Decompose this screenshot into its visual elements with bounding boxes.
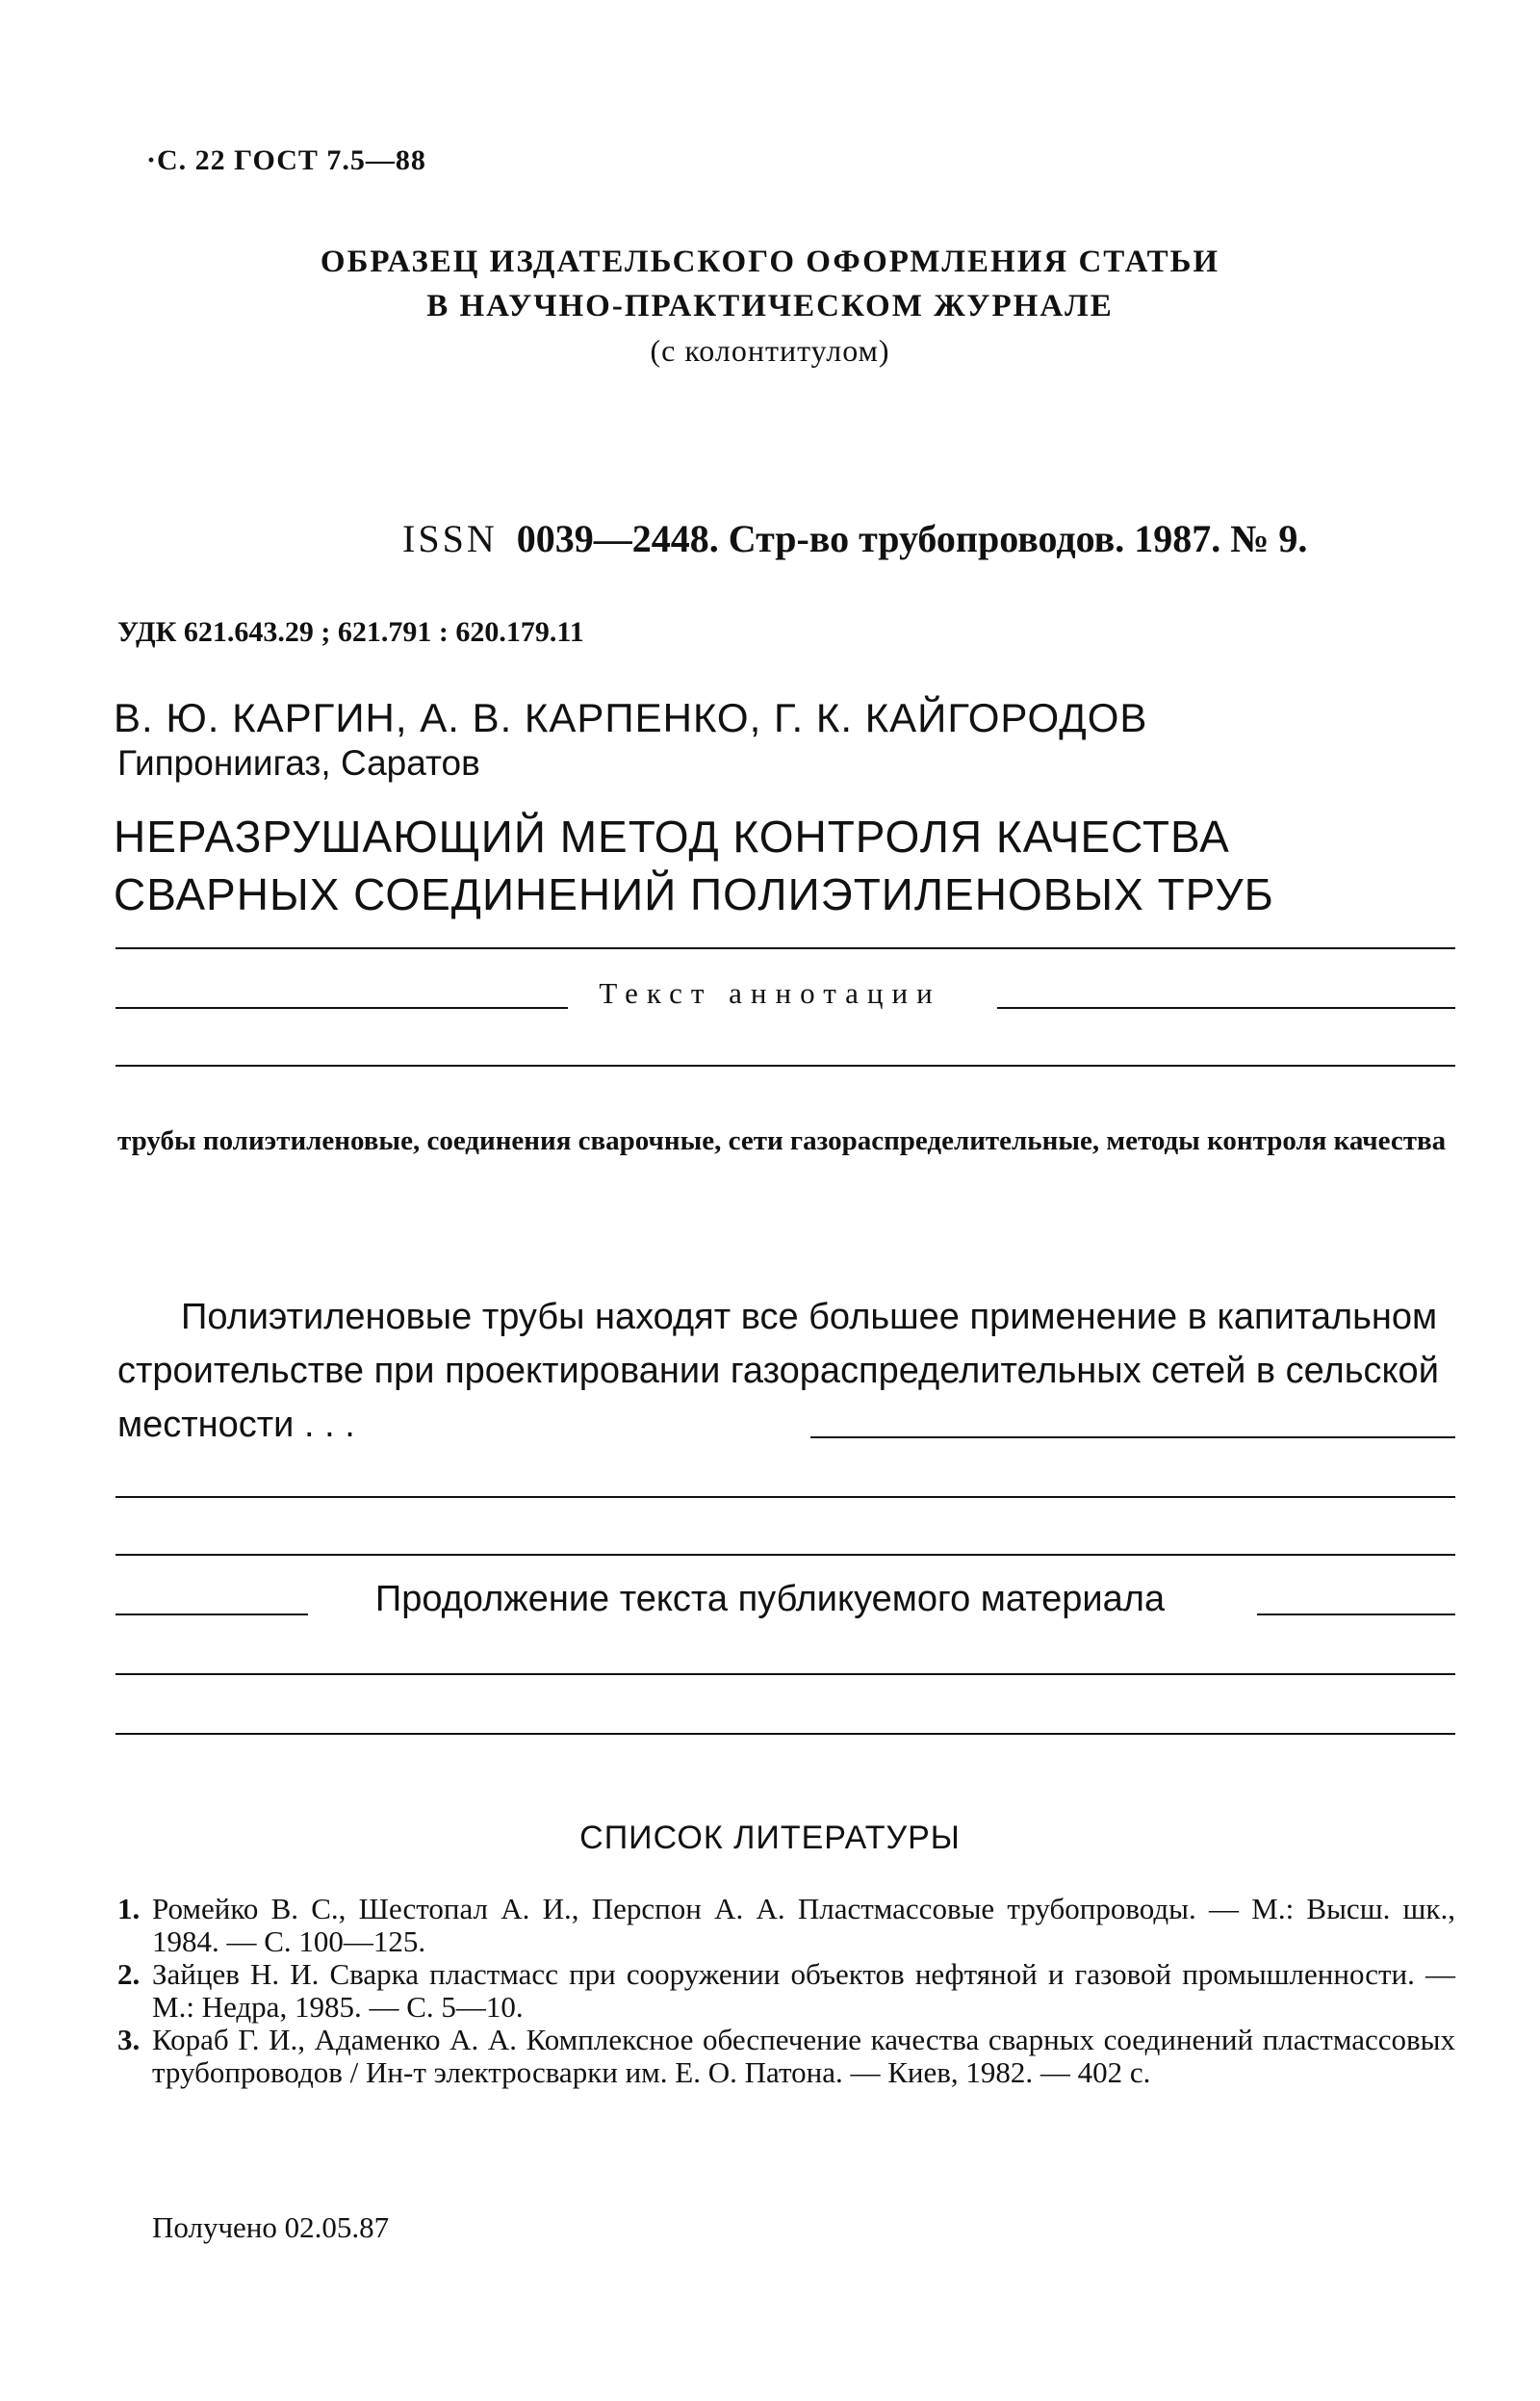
reference-text: Кораб Г. И., Адаменко А. А. Комплексное обеспечение качества сварных соединений пластмассовых трубопроводов / Ин-т электросварки им. Е. О. Патона. — Киев, 1982. — 402 с. [152, 2023, 1455, 2089]
received-date: Получено 02.05.87 [152, 2210, 390, 2244]
authors: В. Ю. КАРГИН, А. В. КАРПЕНКО, Г. К. КАЙГОРОДОВ [114, 695, 1148, 740]
reference-text: Зайцев Н. И. Сварка пластмасс при сооружении объектов нефтяной и газовой промышленности. — М.: Недра, 1985. — С. 5—10. [152, 1957, 1455, 2024]
continuation-rule-right [1257, 1614, 1455, 1615]
continuation-label: Продолжение текста публикуемого материала [374, 1579, 1166, 1619]
keywords: трубы полиэтиленовые, соединения сварочные, сети газораспределительные, методы контроля качества [117, 1125, 1447, 1156]
sample-subtitle: (с колонтитулом) [650, 333, 890, 368]
reference-item [117, 1893, 1455, 1958]
annotation-rule-right [997, 1007, 1455, 1009]
references-title: СПИСОК ЛИТЕРАТУРЫ [579, 1820, 961, 1856]
annotation-rule-bottom [116, 1065, 1455, 1067]
reference-number: 1. [117, 1892, 141, 1925]
reference-number: 3. [117, 2023, 141, 2056]
running-head [402, 516, 1307, 561]
reference-item [117, 1958, 1455, 2024]
body-text [117, 1290, 1455, 1452]
annotation-rule-top [116, 947, 1455, 949]
issn-label: ISSN [402, 517, 498, 560]
annotation-label: Текст аннотации [599, 976, 941, 1010]
body-rule-1 [810, 1436, 1455, 1438]
article-title-line-2: СВАРНЫХ СОЕДИНЕНИЙ ПОЛИЭТИЛЕНОВЫХ ТРУБ [114, 869, 1274, 919]
body-rule-2 [116, 1496, 1455, 1498]
body-rule-5 [116, 1733, 1455, 1735]
body-paragraph: Полиэтиленовые трубы находят все большее применение в капитальном строительстве при проектировании газораспределительных сетей в сельской местности . . . [117, 1297, 1439, 1445]
journal-details: 0039—2448. Стр-во трубопроводов. 1987. № 9. [516, 517, 1308, 560]
reference-text: Ромейко В. С., Шестопал А. И., Перспон А. А. Пластмассовые трубопроводы. — М.: Высш. шк., 1984. — С. 100—125. [152, 1892, 1455, 1958]
references-list [117, 1893, 1455, 2089]
organization: Гипрониигаз, Саратов [117, 743, 480, 783]
sample-title-line-2: В НАУЧНО-ПРАКТИЧЕСКОМ ЖУРНАЛЕ [426, 289, 1114, 323]
article-title-line-1: НЕРАЗРУШАЮЩИЙ МЕТОД КОНТРОЛЯ КАЧЕСТВА [114, 812, 1230, 862]
udk-code: УДК 621.643.29 ; 621.791 : 620.179.11 [117, 616, 584, 648]
body-rule-4 [116, 1673, 1455, 1675]
reference-item [117, 2024, 1455, 2089]
body-rule-3 [116, 1554, 1455, 1556]
reference-number: 2. [117, 1957, 141, 1991]
page-header: ·С. 22 ГОСТ 7.5—88 [146, 144, 426, 176]
sample-title-line-1: ОБРАЗЕЦ ИЗДАТЕЛЬСКОГО ОФОРМЛЕНИЯ СТАТЬИ [320, 245, 1220, 279]
